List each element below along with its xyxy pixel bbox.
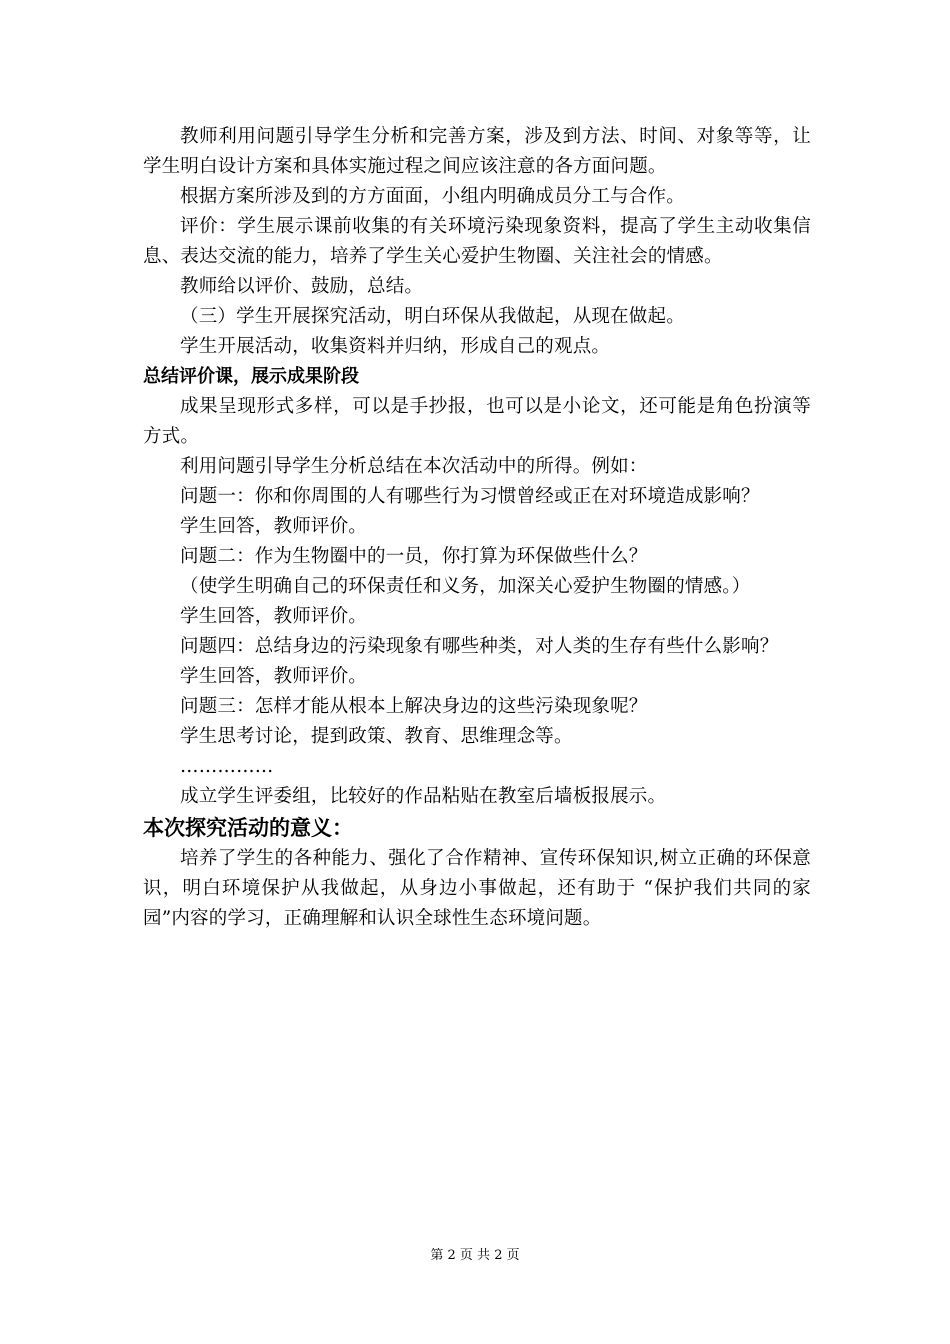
ellipsis-line: ……………: [180, 756, 274, 777]
section-heading: 总结评价课，展示成果阶段: [143, 366, 359, 387]
page-footer: 第 2 页 共 2 页: [430, 1248, 520, 1263]
paragraph: 培养了学生的各种能力、强化了合作精神、宣传环保知识,树立正确的环保意识，明白环境保护从我做起，从身边小事做起，还有助于 “保护我们共同的家园”内容的学习，正确理解和认识全球性生态环境问题。: [143, 848, 811, 929]
question-line: 问题一：你和你周围的人有哪些行为习惯曾经或正在对环境造成影响？: [180, 486, 760, 507]
paragraph: 教师给以评价、鼓励，总结。: [180, 276, 424, 297]
paragraph: 利用问题引导学生分析总结在本次活动中的所得。例如：: [180, 456, 648, 477]
paragraph: 评价：学生展示课前收集的有关环境污染现象资料，提高了学生主动收集信息、表达交流的能力，培养了学生关心爱护生物圈、关注社会的情感。: [143, 216, 811, 267]
question-line: 问题三：怎样才能从根本上解决身边的这些污染现象呢？: [180, 696, 648, 717]
note-line: （使学生明确自己的环保责任和义务，加深关心爱护生物圈的情感。）: [180, 576, 751, 597]
paragraph: 根据方案所涉及到的方方面面，小组内明确成员分工与合作。: [180, 186, 685, 207]
paragraph: 成立学生评委组，比较好的作品粘贴在教室后墙板报展示。: [180, 786, 667, 807]
answer-line: 学生回答，教师评价。: [180, 516, 368, 537]
answer-line: 学生思考讨论，提到政策、教育、思维理念等。: [180, 726, 573, 747]
document-body: [143, 122, 811, 934]
paragraph: （三）学生开展探究活动，明白环保从我做起，从现在做起。: [180, 306, 685, 327]
section-heading: 本次探究活动的意义：: [143, 816, 353, 840]
answer-line: 学生回答，教师评价。: [180, 666, 368, 687]
paragraph: 成果呈现形式多样，可以是手抄报，也可以是小论文，还可能是角色扮演等方式。: [143, 396, 811, 447]
paragraph: 学生开展活动，收集资料并归纳，形成自己的观点。: [180, 336, 611, 357]
paragraph: 教师利用问题引导学生分析和完善方案，涉及到方法、时间、对象等等，让学生明白设计方案和具体实施过程之间应该注意的各方面问题。: [143, 126, 811, 177]
question-line: 问题四：总结身边的污染现象有哪些种类，对人类的生存有些什么影响？: [180, 636, 779, 657]
answer-line: 学生回答，教师评价。: [180, 606, 368, 627]
question-line: 问题二：作为生物圈中的一员，你打算为环保做些什么？: [180, 546, 648, 567]
